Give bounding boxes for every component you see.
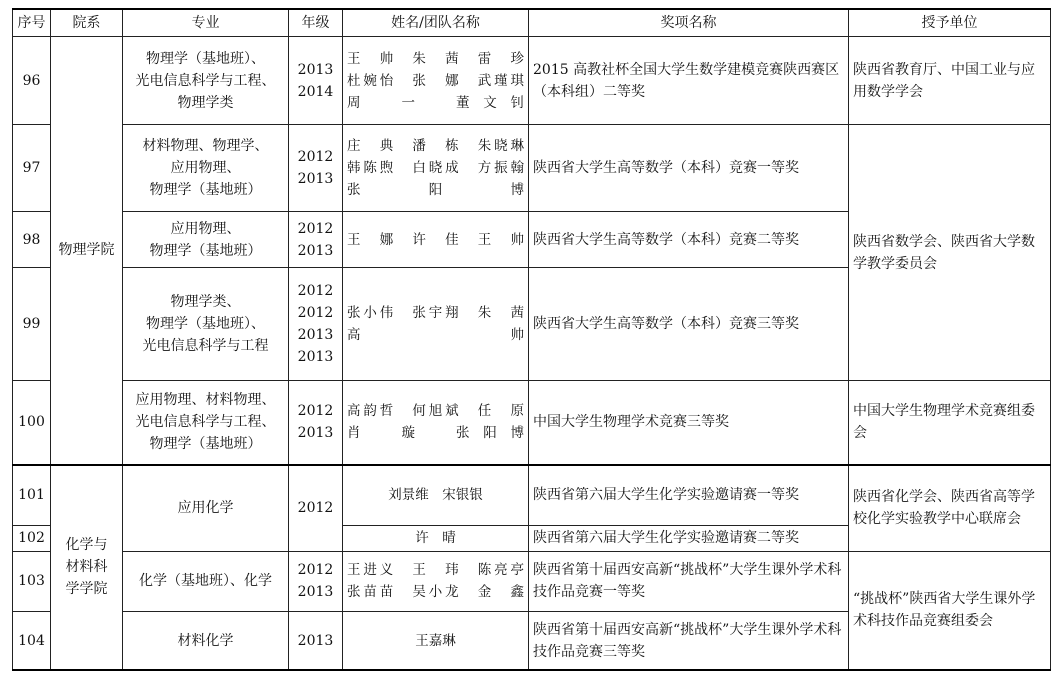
award-cell: 陕西省大学生高等数学（本科）竞赛二等奖 <box>529 211 849 267</box>
table-row <box>13 551 1051 611</box>
row-no: 99 <box>13 268 51 381</box>
names-cell: 刘景维 宋银银 <box>343 465 529 525</box>
award-cell: 陕西省第六届大学生化学实验邀请赛一等奖 <box>529 465 849 525</box>
row-no: 96 <box>13 37 51 125</box>
row-no: 101 <box>13 465 51 525</box>
grade-cell: 2012 2013 <box>289 125 343 211</box>
names-cell: 王嘉琳 <box>343 612 529 670</box>
row-no: 98 <box>13 211 51 267</box>
grantor-cell: “挑战杯”陕西省大学生课外学术科技作品竞赛组委会 <box>849 551 1051 670</box>
award-cell: 陕西省第十届西安高新“挑战杯”大学生课外学术科技作品竞赛三等奖 <box>529 612 849 670</box>
major-cell: 应用物理、材料物理、 光电信息科学与工程、 物理学（基地班） <box>123 380 289 464</box>
awards-table <box>12 8 1051 671</box>
grade-cell: 2012 2013 <box>289 551 343 611</box>
row-no: 103 <box>13 551 51 611</box>
award-cell: 陕西省第六届大学生化学实验邀请赛二等奖 <box>529 525 849 551</box>
major-cell: 物理学（基地班）、 光电信息科学与工程、 物理学类 <box>123 37 289 125</box>
header-grade: 年级 <box>289 9 343 37</box>
grantor-cell: 陕西省数学会、陕西省大学数学教学委员会 <box>849 125 1051 380</box>
major-cell: 物理学类、 物理学（基地班）、 光电信息科学与工程 <box>123 268 289 381</box>
major-cell: 应用物理、 物理学（基地班） <box>123 211 289 267</box>
major-cell: 材料化学 <box>123 612 289 670</box>
grantor-cell: 中国大学生物理学术竞赛组委会 <box>849 380 1051 464</box>
major-cell: 化学（基地班）、化学 <box>123 551 289 611</box>
header-school: 院系 <box>51 9 123 37</box>
award-cell: 陕西省第十届西安高新“挑战杯”大学生课外学术科技作品竞赛一等奖 <box>529 551 849 611</box>
major-cell: 应用化学 <box>123 465 289 551</box>
award-cell: 2015 高教社杯全国大学生数学建模竞赛陕西赛区（本科组）二等奖 <box>529 37 849 125</box>
grade-cell: 2012 <box>289 465 343 551</box>
table-row <box>13 380 1051 464</box>
row-no: 100 <box>13 380 51 464</box>
award-cell: 中国大学生物理学术竞赛三等奖 <box>529 380 849 464</box>
table-row <box>13 125 1051 211</box>
names-cell: 王 娜 许 佳 王 帅 <box>343 211 529 267</box>
grade-cell: 2012 2013 <box>289 211 343 267</box>
names-cell: 王进义 王 玮 陈亮亭 张苗苗 吴小龙 金 鑫 <box>343 551 529 611</box>
grade-cell: 2012 2012 2013 2013 <box>289 268 343 381</box>
grade-cell: 2013 <box>289 612 343 670</box>
grantor-cell: 陕西省化学会、陕西省高等学校化学实验教学中心联席会 <box>849 465 1051 551</box>
school-cell: 物理学院 <box>51 37 123 465</box>
names-cell: 张小伟 张宇翔 朱 茜 高 帅 <box>343 268 529 381</box>
names-cell: 王 帅 朱 茜 雷 珍 杜婉怡 张 娜 武瑾琪 周 一 董文钊 <box>343 37 529 125</box>
header-row <box>13 9 1051 37</box>
school-cell: 化学与 材料科 学学院 <box>51 465 123 670</box>
row-no: 104 <box>13 612 51 670</box>
award-cell: 陕西省大学生高等数学（本科）竞赛三等奖 <box>529 268 849 381</box>
table-row <box>13 465 1051 525</box>
row-no: 97 <box>13 125 51 211</box>
header-award: 奖项名称 <box>529 9 849 37</box>
header-names: 姓名/团队名称 <box>343 9 529 37</box>
header-no: 序号 <box>13 9 51 37</box>
table-row <box>13 37 1051 125</box>
grantor-cell: 陕西省教育厅、中国工业与应用数学学会 <box>849 37 1051 125</box>
award-cell: 陕西省大学生高等数学（本科）竞赛一等奖 <box>529 125 849 211</box>
major-cell: 材料物理、物理学、 应用物理、 物理学（基地班） <box>123 125 289 211</box>
names-cell: 许 晴 <box>343 525 529 551</box>
header-grantor: 授予单位 <box>849 9 1051 37</box>
header-major: 专业 <box>123 9 289 37</box>
row-no: 102 <box>13 525 51 551</box>
names-cell: 庄 典 潘 栋 朱晓琳 韩陈煦 白晓成 方振翰 张阳博 <box>343 125 529 211</box>
grade-cell: 2013 2014 <box>289 37 343 125</box>
names-cell: 高韵哲 何旭斌 任 原 肖 璇 张阳博 <box>343 380 529 464</box>
grade-cell: 2012 2013 <box>289 380 343 464</box>
